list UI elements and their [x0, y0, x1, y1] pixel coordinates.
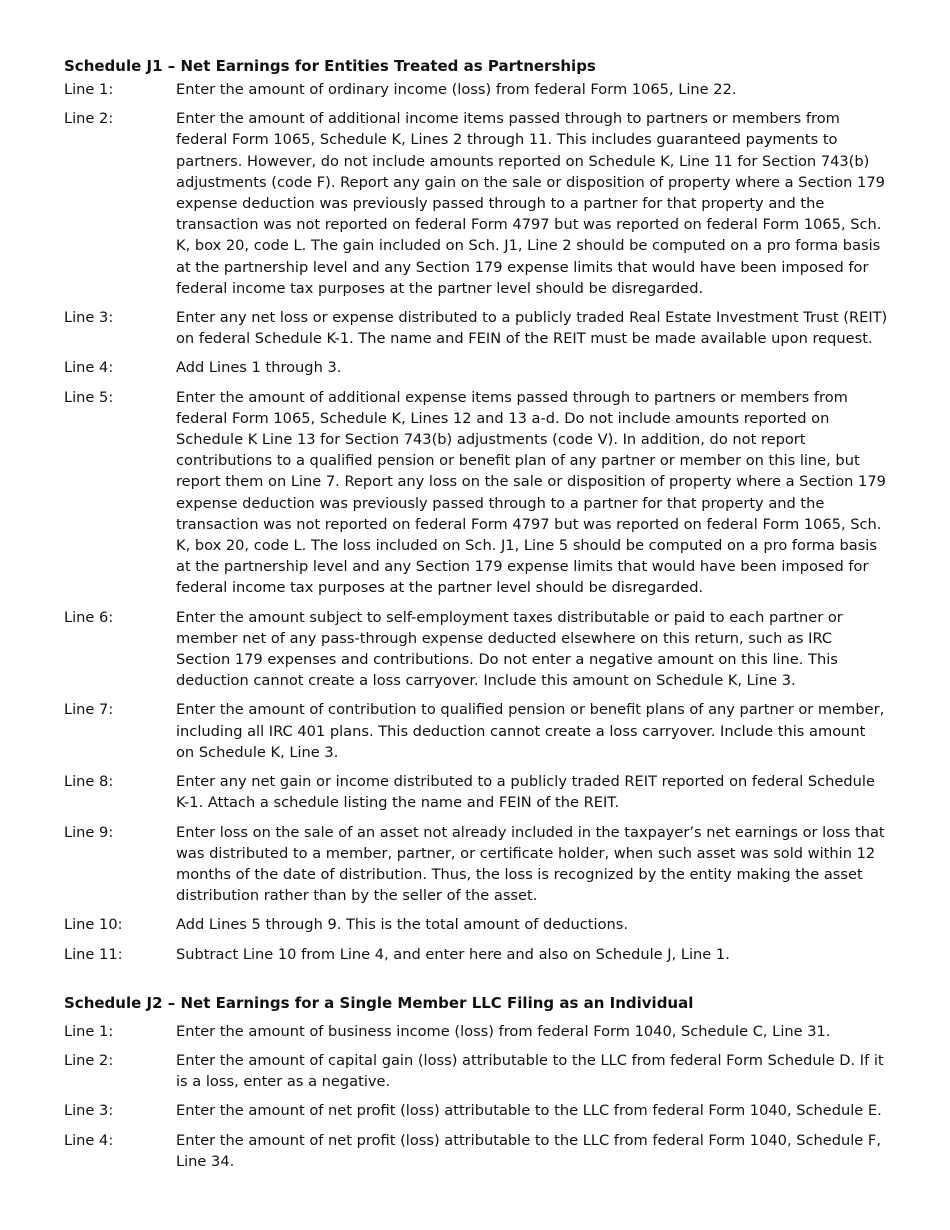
- line-label: Line 4:: [64, 1131, 114, 1149]
- line-text: Enter the amount of capital gain (loss) attributable to the LLC from federal Form Schedule D. If it is a loss, enter as a negative.: [176, 1051, 884, 1091]
- j1-line-7: [64, 699, 890, 763]
- line-text: Enter the amount of contribution to qualified pension or benefit plans of any partner or member, including all IRC 401 plans. This deduction cannot create a loss carryover. Include this amount on Schedule K, Line 3.: [176, 701, 885, 761]
- line-text: Enter the amount subject to self-employment taxes distributable or paid to each partner or member net of any pass-through expense deducted elsewhere on this return, such as IRC Section 179 expenses and contributions. Do not enter a negative amount on this line. This deduction cannot create a loss carryover. Include this amount on Schedule K, Line 3.: [176, 608, 843, 690]
- j1-line-5: [64, 387, 890, 599]
- schedule-j2-section: [64, 993, 890, 1172]
- line-text: Enter the amount of ordinary income (loss) from federal Form 1065, Line 22.: [176, 81, 737, 98]
- j1-line-4: [64, 357, 890, 378]
- line-label: Line 7:: [64, 701, 114, 719]
- line-text: Enter the amount of net profit (loss) attributable to the LLC from federal Form 1040, Schedule E.: [176, 1102, 882, 1120]
- line-label: Line 3:: [64, 309, 114, 327]
- line-label: Line 8:: [64, 773, 114, 791]
- line-text: Enter loss on the sale of an asset not already included in the taxpayer’s net earnings or loss that was distributed to a member, partner, or certificate holder, when such asset was sold within 12 months of the date of distribution. Thus, the loss is recognized by the entity making the asset distribution rather than by the seller of the asset.: [176, 823, 885, 905]
- section-heading-j1: Schedule J1 – Net Earnings for Entities Treated as Partnerships: [64, 57, 596, 75]
- j2-line-2: [64, 1050, 890, 1092]
- j1-line-11: [64, 944, 890, 965]
- line-label: Line 2:: [64, 1051, 114, 1069]
- line-text: Enter the amount of business income (loss) from federal Form 1040, Schedule C, Line 31.: [176, 1022, 831, 1040]
- line-label: Line 2:: [64, 110, 114, 128]
- schedule-j1-section: [64, 56, 890, 965]
- line-label: Line 9:: [64, 823, 114, 841]
- line-label: Line 5:: [64, 388, 114, 406]
- line-text: Add Lines 1 through 3.: [176, 359, 342, 377]
- j1-line-6: [64, 607, 890, 692]
- j1-line-1: [64, 79, 890, 100]
- line-label: Line 6:: [64, 608, 114, 626]
- line-text: Subtract Line 10 from Line 4, and enter here and also on Schedule J, Line 1.: [176, 945, 730, 963]
- j2-line-1: [64, 1021, 890, 1042]
- line-text: Add Lines 5 through 9. This is the total amount of deductions.: [176, 916, 628, 934]
- section-heading-j2: Schedule J2 – Net Earnings for a Single Member LLC Filing as an Individual: [64, 993, 694, 1012]
- line-text: Enter the amount of additional income items passed through to partners or members from federal Form 1065, Schedule K, Lines 2 through 11. This includes guaranteed payments to partners. However, do not include amounts reported on Schedule K, Line 11 for Section 743(b) adjustments (code F). Report any gain on the sale or disposition of property where a Section 179 expense deduction was previously passed through to a partner for that property and the transaction was not reported on federal Form 4797 but was reported on federal Form 1065, Sch. K, box 20, code L. The gain included on Sch. J1, Line 2 should be computed on a pro forma basis at the partnership level and any Section 179 expense limits that would have been imposed for federal income tax purposes at the partner level should be disregarded.: [176, 110, 885, 297]
- line-label: Line 10:: [64, 916, 123, 934]
- j2-line-4: [64, 1130, 890, 1172]
- line-label: Line 11:: [64, 945, 123, 963]
- line-text: Enter any net gain or income distributed to a publicly traded REIT reported on federal Schedule K-1. Attach a schedule listing the name and FEIN of the REIT.: [176, 773, 875, 812]
- line-text: Enter the amount of additional expense items passed through to partners or members from federal Form 1065, Schedule K, Lines 12 and 13 a-d. Do not include amounts reported on Schedule K Line 13 for Section 743(b) adjustments (code V). In addition, do not report contributions to a qualified pension or benefit plan of any partner or member on this line, but report them on Line 7. Report any loss on the sale or disposition of property where a Section 179 expense deduction was previously passed through to a partner for that property and the transaction was not reported on federal Form 4797 but was reported on federal Form 1065, Sch. K, box 20, code L. The loss included on Sch. J1, Line 5 should be computed on a pro forma basis at the partnership level and any Section 179 expense limits that would have been imposed for federal income tax purposes at the partner level should be disregarded.: [176, 388, 886, 597]
- j1-line-3: [64, 307, 890, 349]
- line-label: Line 1:: [64, 81, 114, 98]
- line-text: Enter the amount of net profit (loss) attributable to the LLC from federal Form 1040, Schedule F, Line 34.: [176, 1131, 881, 1170]
- line-text: Enter any net loss or expense distributed to a publicly traded Real Estate Investment Trust (REIT) on federal Schedule K-1. The name and FEIN of the REIT must be made available upon request.: [176, 309, 888, 348]
- line-label: Line 3:: [64, 1102, 114, 1120]
- j1-line-8: [64, 771, 890, 813]
- j1-line-10: [64, 914, 890, 935]
- j2-line-3: [64, 1100, 890, 1121]
- j1-line-2: [64, 108, 890, 299]
- j1-line-9: [64, 822, 890, 907]
- line-label: Line 4:: [64, 359, 114, 377]
- line-label: Line 1:: [64, 1022, 114, 1040]
